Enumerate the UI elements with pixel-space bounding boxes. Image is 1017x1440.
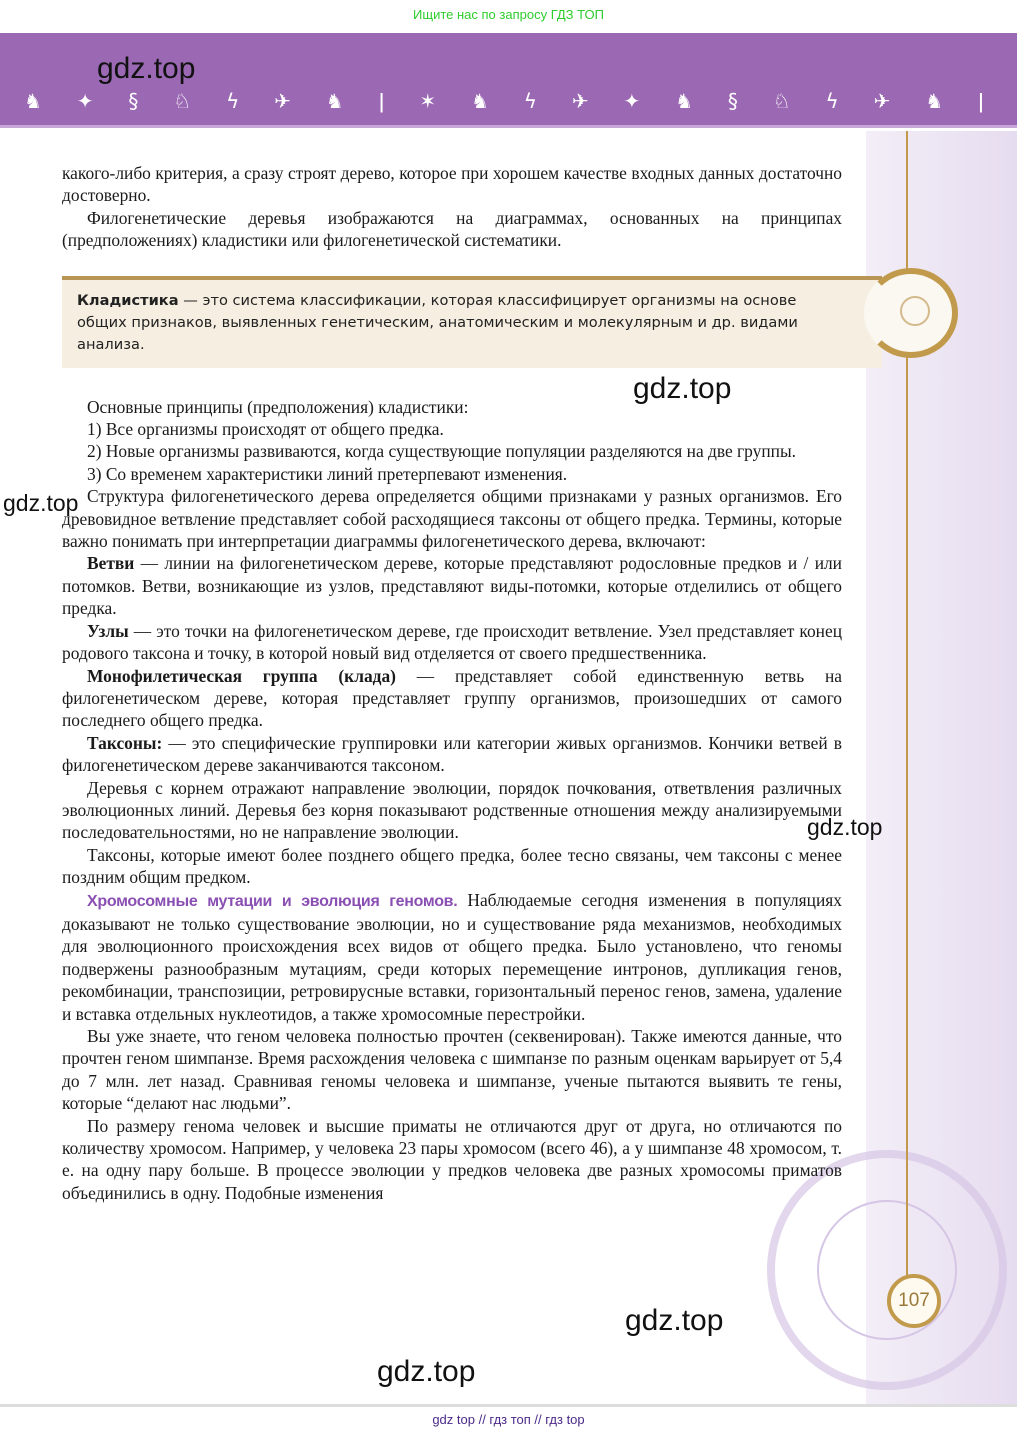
paragraph: Основные принципы (предположения) кладистики: [87,396,469,417]
animal-icon-row [24,89,984,113]
decorative-circle [817,1200,957,1340]
scorpion-icon: § [727,89,738,113]
watermark: gdz.top [807,814,883,840]
fish-icon: ✈ [873,89,891,113]
paragraph: Вы уже знаете, что геном человека полностью прочтен (секвенирован). Также имеются данные, что прочтен геном шимпанзе. Время расхождения человека с шимпанзе по разным оценкам варьирует от 5,4 до 7 млн. лет назад. Сравнивая геномы человека и шимпанзе, ученые пытаются выявить те гены, которые “делают нас людьми”. [62,1026,842,1114]
butterfly-icon: ✦ [623,89,641,113]
term: Монофилетическая группа (клада) [87,665,396,686]
term-text: — это специфические группировки или категории живых организмов. Кончики ветвей в филогенетическом дереве заканчиваются таксоном. [62,732,842,776]
list-item: 3) Со временем характеристики линий претерпевают изменения. [87,463,568,484]
footer-divider [0,1404,1017,1407]
term: Таксоны: [87,732,163,753]
watermark: gdz.top [625,1304,724,1337]
term: Узлы [87,620,129,641]
watermark: gdz.top [633,372,732,405]
paragraph: Структура филогенетического дерева определяется общими признаками у разных организмов. Его древовидное ветвление представляет собой расходящиеся таксоны от общего предка. Термины, которые важно понимать при интерпретации диаграммы филогенетического дерева, включают: [62,486,842,552]
definition-text: — это система классификации, которая классифицирует организмы на основе общих признаков, выявленных генетическим, анатомическим и молекулярным и др. видами анализа. [77,291,798,353]
page-number: 107 [887,1274,941,1328]
elephant-icon: ♞ [675,89,693,113]
bird-icon: ϟ [825,89,839,113]
paragraph: По размеру генома человек и высшие приматы не отличаются друг от друга, но отличаются по количеству хромосом. Например, у человека 23 пары хромосом (всего 46), а у шимпанзе 48 хромосом, т. е. на одну пару больше. В процессе эволюции у предков человека две разных хромосомы приматов объединились в одну. Подобные изменения [62,1115,842,1203]
term-text: — это точки на филогенетическом дереве, где происходит ветвление. Узел представляет конец родового таксона и точку, в которой новый вид отделяется от своего предшественника. [62,620,842,664]
watermark: gdz.top [377,1355,476,1388]
list-item: 1) Все организмы происходят от общего предка. [87,419,444,440]
page-content [62,162,842,1204]
goat-icon: ♞ [325,89,344,113]
top-banner: Ищите нас по запросу ГДЗ ТОП [413,7,604,22]
paragraph: Филогенетические деревья изображаются на диаграммах, основанных на принципах (предположениях) кладистики или филогенетической систематики. [62,207,842,251]
section-heading: Хромосомные мутации и эволюция геномов. [87,892,458,910]
footer-links[interactable]: gdz top // гдз топ // гдз top [432,1412,585,1427]
term-paragraph [62,665,842,732]
paragraph: Таксоны, которые имеют более позднего общего предка, более тесно связаны, чем таксоны с менее поздним общим предком. [62,844,842,888]
lizard-icon: ✈ [571,89,589,113]
giraffe-icon: ǀ [378,89,385,113]
watermark: gdz.top [97,52,196,85]
spiral-icon [864,268,958,358]
goat-icon: ♞ [925,89,944,113]
term-paragraph [62,552,842,619]
kangaroo-icon: ϟ [523,89,537,113]
horse-icon: ♘ [772,89,791,113]
insect-icon: ✶ [419,89,437,113]
elephant-icon: ♞ [24,89,42,113]
paragraph: какого-либо критерия, а сразу строят дерево, которое при хорошем качестве входных данных достаточно достоверно. [62,163,842,206]
watermark: gdz.top [3,490,79,516]
scorpion-icon: § [128,89,139,113]
term-text: — представляет собой единственную ветвь на филогенетическом дереве, которая представляет группу организмов, произошедших от самого последнего общего предка. [62,665,842,731]
horse-icon: ♘ [173,89,192,113]
term-text: — линии на филогенетическом дереве, которые представляют родословные предков и / или потомков. Ветви, возникающие из узлов, представляют виды-потомки, которые отделились от общего предка. [62,553,842,619]
list-item: 2) Новые организмы развиваются, когда существующие популяции разделяются на две группы. [87,441,796,462]
term: Ветви [87,553,135,574]
paragraph [62,889,842,1025]
fish-icon: ✈ [274,89,291,113]
bird-icon: ϟ [226,89,240,113]
giraffe-icon: ǀ [978,89,984,113]
bull-icon: ♞ [470,89,489,113]
paragraph-text: Наблюдаемые сегодня изменения в популяциях доказывают не только существование эволюции, но и существование ряда механизмов, необходимых для эволюционного происхождения всех видов от общего предка. Было установлено, что геномы подвержены разнообразным мутациям, среди которых перемещение интронов, дупликация генов, рекомбинации, транспозиции, ретровирусные вставки, горизонтальный перенос генов, замена, удаление и вставка отдельных нуклеотидов, а также хромосомные перестройки. [62,889,842,1024]
butterfly-icon: ✦ [76,89,94,113]
term-paragraph [62,732,842,777]
paragraph: Деревья с корнем отражают направление эволюции, порядок почкования, ответвления различных эволюционных линий. Деревья без корня показывают родственные отношения между анализируемыми последовательностями, но не направление эволюции. [62,777,842,843]
definition-term: Кладистика [77,291,179,309]
definition-box [62,276,882,368]
term-paragraph [62,620,842,665]
